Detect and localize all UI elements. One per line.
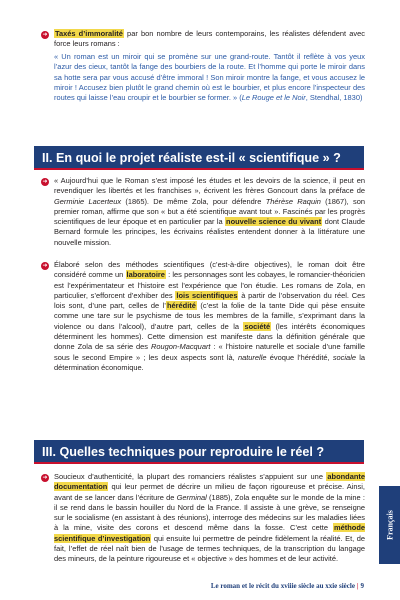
footer-title: Le roman et le récit du xviiie siècle au xxie siècle: [210, 582, 355, 590]
side-tab-label: Français: [385, 510, 394, 540]
subject-side-tab: [379, 486, 400, 564]
documentation-paragraph: Soucieux d’authenticité, la plupart des romanciers réalistes s’appuient sur une abondante documentation qui leur permet de décrire un milieu de façon rigoureuse et précise. Ainsi, avant de se lancer dans l’écriture de Germinal (1885), Zola enquête sur le monde de la mine : il se rend dans le bassin houiller du Nord de la France. Il assiste à une grève, se renseigne sur le socialisme (en assistant à des réunions), interroge des médecins sur les maladies liées à la mine, visite des corons et descend même dans la fosse. C’est cette méthode scientifique d’investigation qui ensuite lui permettre de peindre fidèlement la réalité. Et, de fait, l’effet de réel naît bien de l’usage de termes techniques, de la transcription du langage des mineurs, de la peinture rigoureuse et « objective » des hommes et de leur activité.: [54, 472, 365, 564]
arrow-bullet-icon: ➜: [42, 32, 48, 38]
highlight-term: méthode scientifique d’investigation: [54, 523, 365, 543]
section-heading-techniques: III. Quelles techniques pour reproduire le réel ?: [34, 440, 364, 464]
highlight-term: laboratoire: [126, 270, 165, 280]
intro-paragraph: Taxés d’immoralité par bon nombre de leurs contemporains, les réalistes défendent avec force leurs romans :: [54, 29, 365, 49]
page-number: 9: [360, 582, 364, 590]
stendhal-quote: « Un roman est un miroir qui se promène sur une grand-route. Tantôt il reflète à vos yeux l’azur des cieux, tantôt la fange des bourbiers de la route. Et l’homme qui porte le miroir dans sa hotte sera par vous accusé d’être immoral ! Son miroir montre la fange, et vous accusez le miroir ! Accusez bien plutôt le grand chemin où est le bourbier, et plus encore l’inspecteur des routes qui laisse l’eau croupir et le bourbier se former. » (Le Rouge et le Noir, Stendhal, 1830): [54, 52, 365, 103]
goncourt-paragraph: « Aujourd’hui que le Roman s’est imposé les études et les devoirs de la science, il peut en revendiquer les libertés et les franchises », écrivent les frères Goncourt dans la préface de Germinie Lacerteux (1865). De même Zola, pour défendre Thérèse Raquin (1867), son premier roman, affirme que son « but a été scientifique avant tout ». Fascinés par les progrès scientifiques de leur époque et en particulier par la nouvelle science du vivant dont Claude Bernard formule les principes, les écrivains réalistes entendent donner à la littérature une nouvelle mission.: [54, 176, 366, 247]
arrow-bullet-icon: ➜: [42, 263, 48, 269]
highlight-term: hérédité: [166, 301, 196, 311]
arrow-bullet-icon: ➜: [42, 179, 48, 185]
highlight-term: société: [244, 321, 271, 331]
highlight-term: nouvelle science du vivant: [226, 217, 322, 227]
laboratory-paragraph: Élaboré selon des méthodes scientifiques (c’est-à-dire objectives), le roman doit être considéré comme un laboratoire : les personnages sont les cobayes, le romancier-théoricien est l’expérimentateur et l’histoire est l’expérience que l’on étudie. Les romans de Zola, en particulier, s’efforcent d’exhiber des lois scientifiques à partir de l’observation du réel. Ces lois sont, d’une part, celles de l’hérédité (c’est la folie de la tante Dide qui pèse ensuite comme une tare sur le psychisme de tous les membres de la famille, s’exprimant dans la violence ou dans l’alcool), d’autre part, celles de la société (les intérêts économiques déterminent les hommes). Cette dimension est manifeste dans la définition générale que donne Zola de sa série des Rougon-Macquart : « l’histoire naturelle et sociale d’une famille sous le second Empire » ; les deux aspects sont là, naturelle évoque l’hérédité, sociale la détermination économique.: [54, 260, 366, 372]
section-heading-scientific: II. En quoi le projet réaliste est-il « scientifique » ?: [34, 146, 364, 170]
highlight-term: abondante documentation: [54, 472, 365, 492]
highlight-term: lois scientifiques: [176, 290, 238, 300]
highlight-term: Taxés d’immoralité: [55, 29, 123, 38]
page-footer: Le roman et le récit du xviiie siècle au xxie siècle | 9: [210, 582, 364, 590]
arrow-bullet-icon: ➜: [42, 475, 48, 481]
